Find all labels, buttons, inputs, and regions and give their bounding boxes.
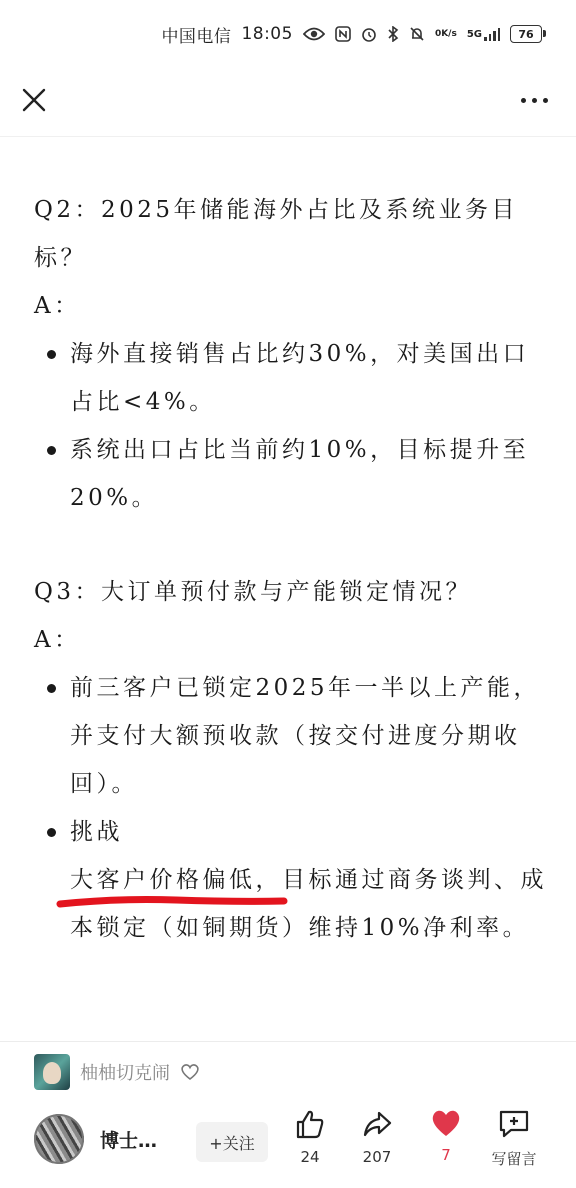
answer-label-q2: A： xyxy=(34,293,81,319)
share-count: 207 xyxy=(362,1148,392,1166)
eye-icon xyxy=(303,27,325,41)
net-speed xyxy=(435,30,457,39)
thumbs-up-icon xyxy=(294,1108,326,1140)
alarm-icon xyxy=(361,26,377,42)
question-q3: Q3：大订单预付款与产能锁定情况？ xyxy=(34,579,472,605)
challenge-highlight: 大客户价格偏低， xyxy=(70,867,282,893)
carrier-name: 中国电信 xyxy=(161,26,232,47)
heart-outline-icon xyxy=(180,1063,200,1081)
challenge-text: 目标通过商务谈判、成本锁定（如铜期货）维持10%净利率。 xyxy=(70,867,547,941)
write-comment-button[interactable] xyxy=(484,1108,544,1169)
list-item: 系统出口占比当前约10%，目标提升至20%。 xyxy=(70,426,550,522)
more-button[interactable] xyxy=(514,86,554,114)
close-icon xyxy=(21,87,47,113)
write-comment-label: 写留言 xyxy=(491,1150,537,1168)
liker-name: 柚柚切克闹 xyxy=(80,1063,170,1084)
more-dot xyxy=(543,98,548,103)
bottom-bar xyxy=(0,1041,576,1188)
author-name[interactable]: 博士… xyxy=(100,1129,158,1152)
author-avatar[interactable] xyxy=(34,1114,84,1164)
red-underline-annotation xyxy=(56,892,288,910)
article-body xyxy=(34,186,550,952)
status-bar xyxy=(0,0,576,68)
author-info[interactable] xyxy=(34,1114,157,1164)
status-time: 18:05 xyxy=(241,24,293,44)
list-item-challenge xyxy=(70,808,550,952)
close-button[interactable] xyxy=(16,82,52,118)
heart-icon xyxy=(430,1108,462,1138)
answer-list-q2 xyxy=(34,330,550,522)
follow-button[interactable]: +关注 xyxy=(196,1122,268,1162)
recent-liker[interactable] xyxy=(34,1054,200,1090)
heart-button[interactable] xyxy=(416,1108,476,1164)
more-dot xyxy=(532,98,537,103)
comment-add-icon xyxy=(497,1108,531,1140)
bluetooth-icon xyxy=(387,26,399,42)
nfc-icon xyxy=(335,26,351,42)
battery-indicator: 76 xyxy=(510,25,542,43)
signal-icon xyxy=(467,27,500,41)
question-q2: Q2：2025年储能海外占比及系统业务目标？ xyxy=(34,197,519,271)
like-button[interactable] xyxy=(280,1108,340,1166)
top-nav xyxy=(0,68,576,137)
challenge-label: 挑战 xyxy=(70,819,123,845)
liker-avatar xyxy=(34,1054,70,1090)
like-count: 24 xyxy=(300,1148,320,1166)
mute-bell-icon xyxy=(409,26,425,42)
share-button[interactable] xyxy=(347,1108,407,1166)
net-speed-value: 0 xyxy=(434,28,442,39)
more-dot xyxy=(521,98,526,103)
network-type: 5G xyxy=(466,28,482,40)
list-item: 海外直接销售占比约30%，对美国出口占比<4%。 xyxy=(70,330,550,426)
share-arrow-icon xyxy=(361,1108,393,1140)
answer-label-q3: A： xyxy=(34,627,81,653)
heart-count: 7 xyxy=(441,1146,451,1164)
list-item: 前三客户已锁定2025年一半以上产能，并支付大额预收款（按交付进度分期收回）。 xyxy=(70,664,550,808)
net-speed-unit: K/s xyxy=(441,28,457,39)
